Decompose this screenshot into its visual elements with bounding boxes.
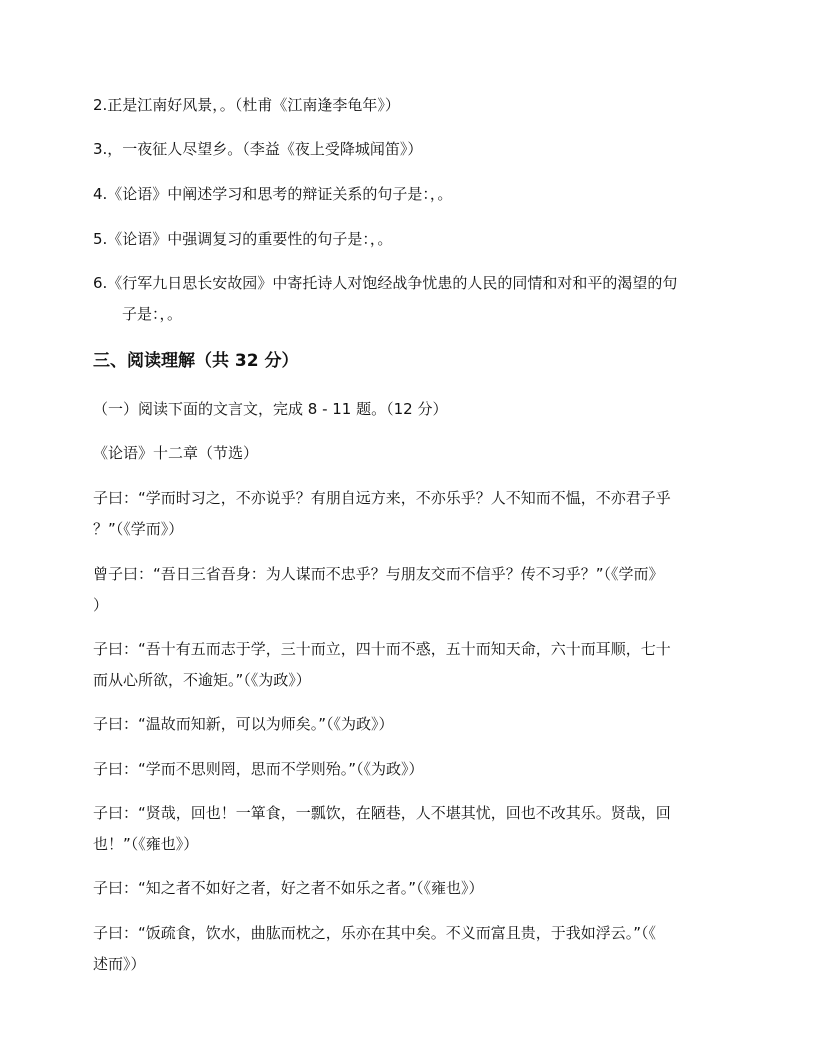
question-6-line-2: 子是：，。 — [122, 305, 183, 323]
question-2: 2.正是江南好风景，。（杜甫《江南逢李龟年》） — [93, 96, 400, 114]
question-4: 4.《论语》中阐述学习和思考的辩证关系的句子是：，。 — [93, 185, 453, 203]
passage-title: 《论语》十二章（节选） — [93, 444, 259, 462]
question-5: 5.《论语》中强调复习的重要性的句子是：，。 — [93, 230, 393, 248]
passage-line: 曾子曰：“吾日三省吾身：为人谋而不忠乎？与朋友交而不信乎？传不习乎？”（《学而》 — [93, 565, 664, 583]
passage-line: 子曰：“吾十有五而志于学，三十而立，四十而不惑，五十而知天命，六十而耳顺，七十 — [93, 640, 671, 658]
passage-line: 子曰：“学而不思则罔，思而不学则殆。”（《为政》） — [93, 760, 424, 778]
passage-line: 子曰：“温故而知新，可以为师矣。”（《为政》） — [93, 715, 394, 733]
part-intro: （一）阅读下面的文言文，完成 8 - 11 题。（12 分） — [93, 400, 448, 418]
passage-line: 子曰：“饭疏食，饮水，曲肱而枕之，乐亦在其中矣。不义而富且贵，于我如浮云。”（《 — [93, 924, 657, 942]
passage-line: 也！”（《雍也》） — [93, 835, 199, 853]
question-3: 3.，一夜征人尽望乡。（李益《夜上受降城闻笛》） — [93, 140, 423, 158]
passage-line: 子曰：“学而时习之，不亦说乎？有朋自远方来，不亦乐乎？人不知而不愠，不亦君子乎 — [93, 489, 671, 507]
passage-line: 子曰：“贤哉，回也！一箪食，一瓢饮，在陋巷，人不堪其忧，回也不改其乐。贤哉，回 — [93, 804, 671, 822]
passage-line: ？”（《学而》） — [93, 520, 184, 538]
passage-line: 而从心所欲，不逾矩。”（《为政》） — [93, 671, 311, 689]
passage-line: 子曰：“知之者不如好之者，好之者不如乐之者。”（《雍也》） — [93, 879, 484, 897]
passage-line: ） — [93, 596, 109, 614]
passage-line: 述而》） — [93, 955, 146, 973]
section-heading: 三、阅读理解（共 32 分） — [93, 351, 299, 371]
question-6-line-1: 6.《行军九日思长安故园》中寄托诗人对饱经战争忧患的人民的同情和对和平的渴望的句 — [93, 274, 678, 292]
